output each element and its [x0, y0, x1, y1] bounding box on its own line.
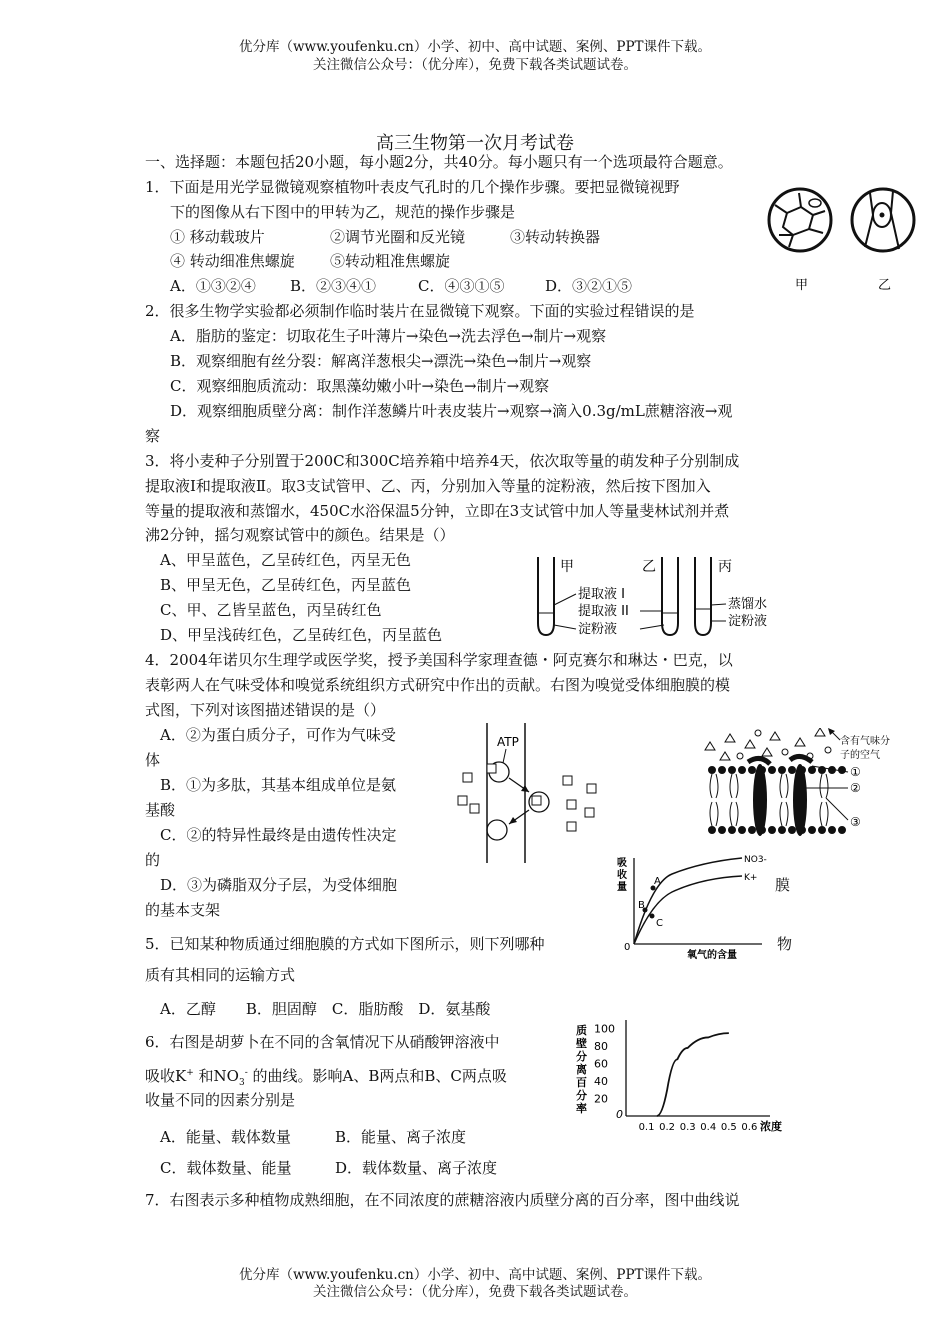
- q4-option-b-1: B．①为多肽，其基本组成单位是氨: [160, 776, 397, 794]
- q4-stem-2: 表彰两人在气味受体和嗅觉系统组织方式研究中作出的贡献。右图为嗅觉受体细胞膜的模: [145, 676, 731, 694]
- y-tick-label: 100: [594, 1022, 615, 1036]
- q1-option-c: C．④③①⑤: [418, 277, 505, 295]
- q3-option-d: D、甲呈浅砖红色，乙呈砖红色，丙呈蓝色: [160, 626, 443, 644]
- x-tick-label: 0.4: [700, 1122, 717, 1133]
- tube-bing: [695, 557, 711, 635]
- tube-jia: [538, 557, 554, 635]
- q4-option-a-1: A．②为蛋白质分子，可作为气味受: [160, 726, 396, 744]
- q6-stem-2: 吸收K+ 和$NO_3^-$ 的曲线。影响A、B两点和B、C两点吸: [145, 1067, 507, 1088]
- air-label-1: 含有气味分: [840, 736, 890, 747]
- footer-line-2: 关注微信公众号：（优分库），免费下载各类试题试卷。: [313, 1284, 637, 1300]
- q3-stem-1: 3．将小麦种子分别置于200C和300C培养箱中培养4天，依次取等量的萌发种子分别制成: [145, 452, 740, 470]
- x-tick-label: 0.6: [741, 1122, 758, 1133]
- origin-label: 0: [624, 942, 631, 953]
- q3-stem-4: 沸2分钟，摇匀观察试管中的颜色。结果是（）: [145, 526, 455, 544]
- ylabel-2: 收: [617, 870, 627, 881]
- y-tick-label: 60: [594, 1057, 608, 1071]
- q1-step-4: ④ 转动细准焦螺旋: [170, 252, 295, 270]
- q2-option-d-1: D．观察细胞质壁分离：制作洋葱鳞片叶表皮装片→观察→滴入0.3g/mL蔗糖溶液→观: [170, 402, 733, 420]
- q4-option-d-2: 的基本支架: [145, 901, 221, 919]
- curve-k-label: K+: [744, 873, 758, 883]
- label-jia: 甲: [795, 278, 809, 293]
- y-tick-label: 40: [594, 1075, 608, 1089]
- air-label-2: 子的空气: [840, 750, 880, 761]
- q6-option-c: C．载体数量、能量: [160, 1159, 292, 1177]
- polypeptide-1: [748, 758, 770, 764]
- tube-label-yi: 乙: [642, 559, 656, 575]
- chart-xlabel: 浓度: [760, 1120, 782, 1133]
- y-tick-label: 20: [594, 1092, 608, 1106]
- chart-origin: 0: [616, 1108, 623, 1121]
- label-yi: 乙: [878, 278, 892, 293]
- q4-option-d-1: D．③为磷脂双分子层，为受体细胞: [160, 876, 398, 894]
- label-starch: 淀粉液: [578, 622, 618, 637]
- curve-no3: [634, 858, 742, 944]
- point-c-label: C: [656, 918, 663, 929]
- point-a-label: A: [654, 876, 661, 887]
- q1-step-2: ②调节光圈和反光镜: [330, 228, 466, 246]
- q4-option-c-1: C．②的特异性最终是由遗传性决定: [160, 826, 397, 844]
- q4-option-b-2: 基酸: [145, 801, 176, 819]
- q3-stem-2: 提取液Ⅰ和提取液Ⅱ。取3支试管甲、乙、丙，分别加入等量的淀粉液，然后按下图加入: [145, 477, 711, 495]
- footer-line-1: 优分库（www.youfenku.cn）小学、初中、高中试题、案例、PPT课件下载。: [238, 1267, 712, 1283]
- marker-1: ①: [850, 765, 861, 779]
- x-tick-label: 0.2: [659, 1122, 676, 1133]
- q1-stem-2: 下的图像从右下图中的甲转为乙，规范的操作步骤是: [170, 203, 516, 221]
- q4-option-a-2: 体: [145, 751, 161, 769]
- chart-ylabel-char: 分: [576, 1089, 587, 1102]
- page-title: 高三生物第一次月考试卷: [376, 133, 574, 154]
- q5-stem-1b: 物: [777, 935, 793, 953]
- microscope-view-figure: [765, 185, 925, 300]
- atp-label: ATP: [497, 735, 519, 749]
- tube-label-jia: 甲: [560, 559, 574, 575]
- view-yi: [852, 189, 914, 251]
- view-jia: [769, 189, 831, 251]
- test-tube-figure: [530, 553, 780, 643]
- chart-ylabel-char: 质: [576, 1024, 587, 1037]
- q5-stem-1: 5．已知某种物质通过细胞膜的方式如下图所示，则下列哪种: [145, 935, 545, 953]
- marker-3: ③: [850, 815, 861, 829]
- label-extract-2: 提取液 II: [578, 604, 629, 619]
- point-b-label: B: [638, 900, 645, 911]
- q6-stem-3: 收量不同的因素分别是: [145, 1091, 296, 1109]
- label-starch-2: 淀粉液: [728, 614, 768, 629]
- q1-stem-1: 1．下面是用光学显微镜观察植物叶表皮气孔时的几个操作步骤。要把显微镜视野: [145, 178, 680, 196]
- receptor-membrane-figure: [700, 728, 910, 853]
- chart-ylabel-char: 分: [576, 1050, 587, 1063]
- xlabel: 氧气的含量: [687, 950, 737, 961]
- q4-option-d-1b: 膜: [775, 876, 791, 894]
- q1-option-a: A．①③②④: [170, 277, 256, 295]
- q3-option-a: A、甲呈蓝色，乙呈砖红色，丙呈无色: [160, 551, 411, 569]
- q6-option-a: A．能量、载体数量: [160, 1128, 291, 1146]
- label-water: 蒸馏水: [728, 597, 768, 612]
- membrane-transport-figure: [455, 718, 615, 868]
- point-c: [650, 914, 655, 919]
- q3-option-c: C、甲、乙皆呈蓝色，丙呈砖红色: [160, 601, 382, 619]
- section-heading: 一、选择题：本题包括20小题，每小题2分，共40分。每小题只有一个选项最符合题意。: [145, 153, 733, 171]
- q6-stem-1: 6．右图是胡萝卜在不同的含氧情况下从硝酸钾溶液中: [145, 1033, 500, 1051]
- protein-2b: [793, 764, 807, 836]
- q2-option-a: A．脂肪的鉴定：切取花生子叶薄片→染色→洗去浮色→制片→观察: [170, 327, 607, 345]
- q2-option-d-2: 察: [145, 427, 161, 445]
- q7-stem: 7．右图表示多种植物成熟细胞，在不同浓度的蔗糖溶液内质壁分离的百分率，图中曲线说: [145, 1191, 740, 1209]
- ylabel-3: 量: [617, 882, 627, 893]
- q1-step-3: ③转动转换器: [510, 228, 601, 246]
- x-tick-label: 0.1: [638, 1122, 655, 1133]
- chart-ylabel: [576, 1023, 587, 1115]
- q3-stem-3: 等量的提取液和蒸馏水，450C水浴保温5分钟，立即在3支试管中加人等量斐林试剂并煮: [145, 502, 730, 520]
- chart-ylabel-char: 壁: [576, 1037, 587, 1050]
- curve-no3-label: NO3-: [744, 855, 767, 865]
- q6-option-b: B．能量、离子浓度: [335, 1128, 467, 1146]
- header-line-2: 关注微信公众号：（优分库），免费下载各类试题试卷。: [313, 57, 637, 73]
- q1-option-d: D．③②①⑤: [545, 277, 633, 295]
- tube-label-bing: 丙: [718, 559, 732, 575]
- chart-ylabel-char: 率: [576, 1102, 587, 1115]
- q6-option-d: D．载体数量、离子浓度: [335, 1159, 498, 1177]
- marker-2: ②: [850, 781, 861, 795]
- tube-yi: [662, 557, 678, 635]
- q1-step-5: ⑤转动粗准焦螺旋: [330, 252, 451, 270]
- q5-stem-2: 质有其相同的运输方式: [145, 966, 296, 984]
- ylabel-1: 吸: [617, 858, 627, 869]
- q2-stem: 2．很多生物学实验都必须制作临时装片在显微镜下观察。下面的实验过程错误的是: [145, 302, 695, 320]
- q4-option-c-2: 的: [145, 851, 161, 869]
- q1-option-b: B．②③④①: [290, 277, 377, 295]
- plasmolysis-chart: [570, 1012, 800, 1137]
- chart-ylabel-char: 离: [576, 1063, 587, 1076]
- plasmolysis-curve: [657, 1033, 729, 1116]
- header-line-1: 优分库（www.youfenku.cn）小学、初中、高中试题、案例、PPT课件下载。: [238, 39, 712, 55]
- q1-step-1: ① 移动载玻片: [170, 228, 265, 246]
- q2-option-b: B．观察细胞有丝分裂：解离洋葱根尖→漂洗→染色→制片→观察: [170, 352, 592, 370]
- q2-option-c: C．观察细胞质流动：取黑藻幼嫩小叶→染色→制片→观察: [170, 377, 550, 395]
- q5-options: A．乙醇 B．胆固醇 C．脂肪酸 D．氨基酸: [160, 1000, 491, 1018]
- polypeptide-1b: [790, 756, 812, 762]
- chart-ylabel-char: 百: [576, 1076, 587, 1089]
- q4-stem-3: 式图，下列对该图描述错误的是（）: [145, 701, 386, 719]
- protein-2: [753, 764, 767, 836]
- q4-stem-1: 4．2004年诺贝尔生理学或医学奖，授予美国科学家理查德・阿克赛尔和琳达・巴克，以: [145, 651, 733, 669]
- curve-k: [634, 876, 742, 944]
- label-extract-1: 提取液 I: [578, 587, 625, 602]
- x-tick-label: 0.3: [679, 1122, 696, 1133]
- y-tick-label: 80: [594, 1040, 608, 1054]
- ion-absorption-figure: [612, 852, 772, 962]
- x-tick-label: 0.5: [720, 1122, 737, 1133]
- q3-option-b: B、甲呈无色，乙呈砖红色，丙呈蓝色: [160, 576, 412, 594]
